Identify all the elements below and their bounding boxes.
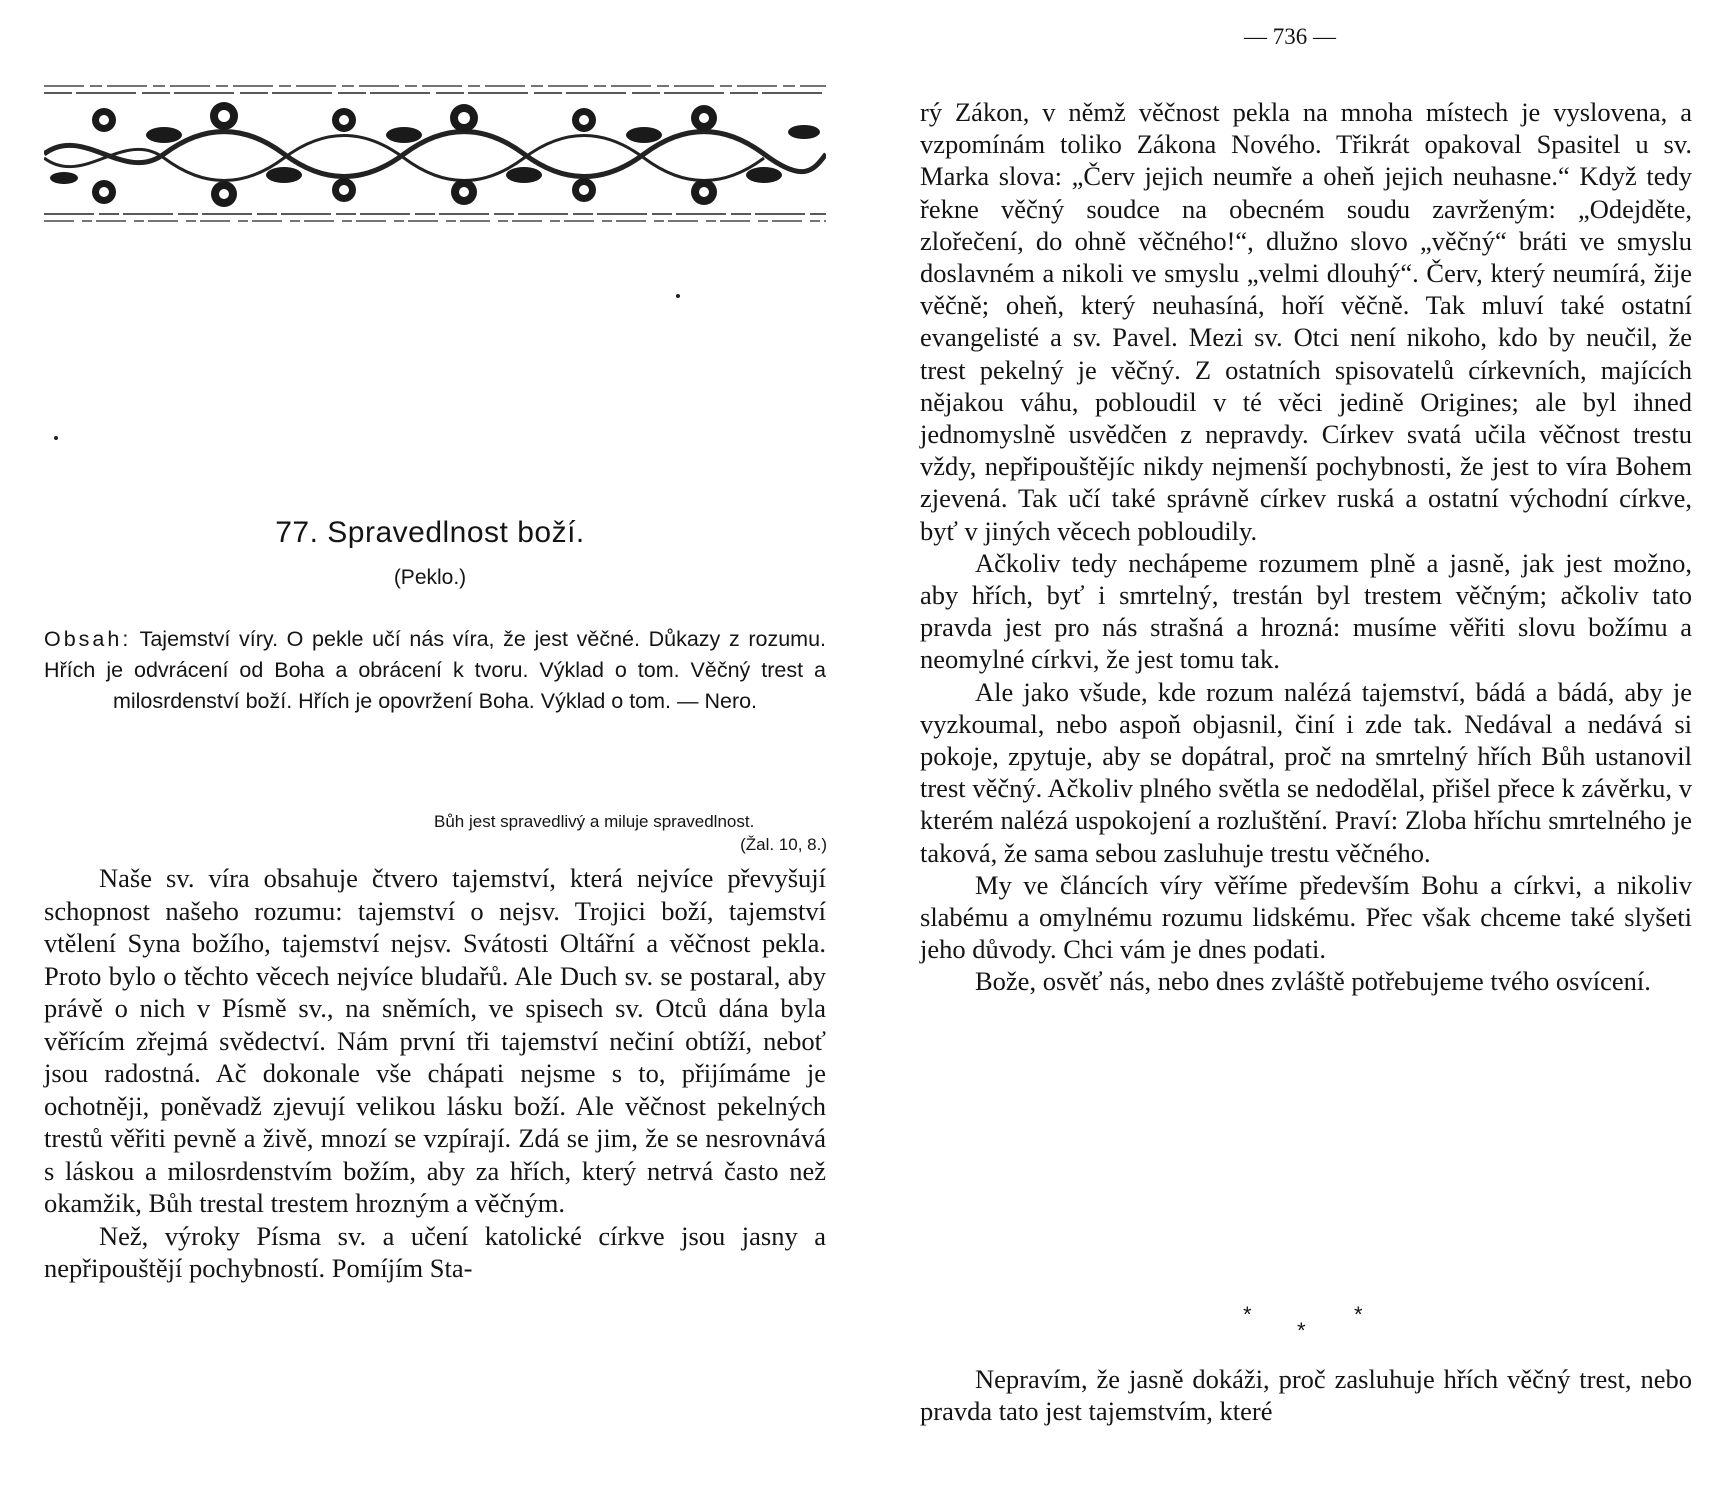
asterisk: * [1297, 1318, 1306, 1343]
paragraph: Nepravím, že jasně dokáži, proč zasluhuje hřích věčný trest, nebo pravda tato jest tajemstvím, které [920, 1364, 1692, 1427]
asterisk: * [1354, 1302, 1363, 1327]
page-number: — 736 — [1244, 24, 1336, 49]
paragraph: Ačkoliv tedy nechápeme rozumem plně a jasně, jak jest možno, aby hřích, byť i smrtelný, trestán byl trestem věčným; ačkoliv tato pravda jest pro nás strašná a hrozná: musíme věřiti slovu božímu a neomylné církvi, že jest tomu tak. [920, 547, 1692, 675]
right-body-text [920, 96, 1692, 998]
summary-label: Obsah: [44, 627, 132, 651]
paragraph: rý Zákon, v němž věčnost pekla na mnoha místech je vyslovena, a vzpomínám toliko Zákona Nového. Třikrát opakoval Spasitel u sv. Marka slova: „Červ jejich neumře a oheň jejich neuhasne.“ Když tedy řekne věčný soudce na obecném soudu zavrženým: „Odejděte, zlořečení, do ohně věčného!“, dlužno slovo „věčný“ bráti ve smyslu doslavném a nikoli ve smyslu „velmi dlouhý“. Červ, který neumírá, žije věčně; oheň, který neuhasíná, hoří věčně. Tak mluví také ostatní evangelisté a sv. Pavel. Mezi sv. Otci není nikoho, kdo by neučil, že trest pekelný je věčný. Z ostatních spisovatelů církevních, majících nějakou váhu, pobloudil v té věci jedině Origines; ale byl ihned jednomyslně usvědčen z nepravdy. Církev svatá učila věčnost trestu vždy, nepřipouštějíc nikdy nejmenší pochybnosti, že jest to víra Bohem zjevená. Tak učí také správně církev ruská a ostatní východní církve, byť v jiných věcech pobloudily. [920, 97, 1692, 546]
chapter-subtitle: (Peklo.) [393, 566, 467, 589]
motto-text: Bůh jest spravedlivý a miluje spravedlnost. [434, 812, 755, 831]
summary-text: Tajemství víry. O pekle učí nás víra, že jest věčné. Důkazy z rozumu. Hřích je odvrácení od Boha a obrácení k tvoru. Výklad o tom. Věčný trest a milosrdenství boží. Hřích je opovržení Boha. Výklad o tom. — Nero. [44, 627, 826, 713]
motto-reference: (Žal. 10, 8.) [740, 835, 827, 854]
speck [54, 436, 58, 440]
motto [434, 810, 827, 856]
speck [676, 294, 680, 298]
section-separator [860, 1302, 1720, 1342]
chapter-summary [44, 624, 826, 717]
paragraph: Než, výroky Písma sv. a učení katolické církve jsou jasny a nepřipouštějí pochybností. Pomíjím Sta- [44, 1220, 826, 1283]
paragraph: Ale jako všude, kde rozum nalézá tajemství, bádá a bádá, aby je vyzkoumal, nebo aspoň objasnil, činí i zde tak. Nedával a nedává si pokoje, zpytuje, aby se dopátral, proč na smrtelný hřích Bůh ustanovil trest věčný. Ačkoliv plného světla se nedodělal, přišel přece k závěrku, v kterém nalézá uspokojení a rozluštění. Praví: Zloba hříchu smrtelného je taková, že sama sebou zasluhuje trestu věčného. [920, 676, 1692, 868]
final-paragraph-block [920, 1363, 1692, 1427]
asterisk: * [1243, 1302, 1252, 1327]
floral-vine-ornament-icon [44, 80, 826, 228]
left-body-text [44, 862, 826, 1285]
paragraph: My ve článcích víry věříme především Bohu a církvi, a nikoliv slabému a omylnému rozumu lidskému. Přec však chceme také slyšeti jeho důvody. Chci vám je dnes podati. [920, 869, 1692, 965]
chapter-title: 77. Spravedlnost boží. [275, 516, 585, 549]
paragraph: Naše sv. víra obsahuje čtvero tajemství, která nejvíce převyšují schopnost našeho rozumu: tajemství o nejsv. Trojici boží, tajemství vtělení Syna božího, tajemství nejsv. Svátosti Oltářní a věčnost pekla. Proto bylo o těchto věcech nejvíce bludařů. Ale Duch sv. se postaral, aby právě o nich v Písmě sv., na sněmích, ve spisech sv. Otců dána byla věřícím zřejmá svědectví. Nám první tři tajemství nečiní obtíží, neboť jsou radostná. Ač dokonale vše chápati nejsme s to, přijímáme je ochotněji, poněvadž zjevují velikou lásku boží. Ale věčnost pekelných trestů věřiti pevně a živě, mnozí se vzpírají. Zdá se jim, že se nesrovnává s láskou a milosrdenstvím božím, aby za hřích, který netrvá často než okamžik, Bůh trestal trestem hrozným a věčným. [44, 863, 826, 1218]
right-page [860, 0, 1720, 1500]
paragraph: Bože, osvěť nás, nebo dnes zvláště potřebujeme tvého osvícení. [975, 966, 1651, 997]
